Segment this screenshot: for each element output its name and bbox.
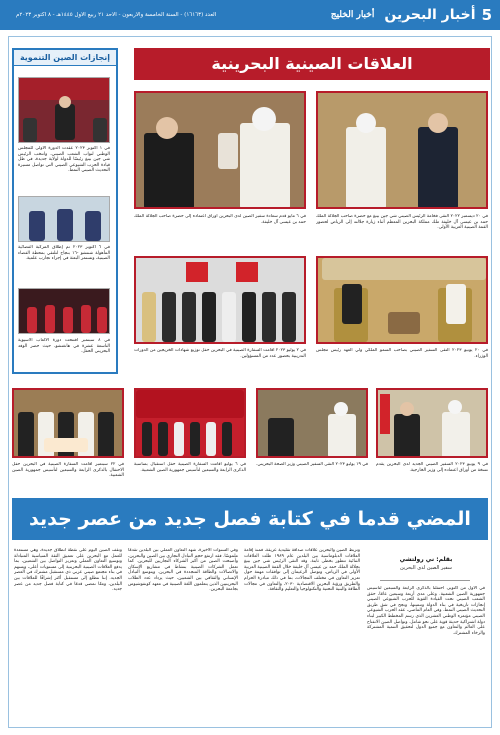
photo-xi-king-meeting — [316, 91, 488, 209]
photo-foreign-minister — [376, 388, 488, 458]
article-column-4: وتقف الصين اليوم على نقطة انطلاق جديدة، وهي مستعدة للعمل مع البحرين على تعميق الثقة السياسية المتبادلة وتوسيع التعاون العملي وتعزيز التواصل بين الشعبين، بما يدفع العلاقات الصينية البحرينية إلى مستويات أعلى، ويسهم في بناء مجتمع صيني عربي ذي مستقبل مشترك في العصر الجديد. إننا نتطلع إلى مستقبل أكثر إشراقًا للعلاقات بين البلدين، ومعًا نمضي قدمًا في كتابة فصل جديد من عصر جديد. — [14, 548, 122, 593]
sidebar-text-3: في ٨ سبتمبر افتتحت دورة الألعاب الآسيوية التاسعة عشرة في هانغتشو، حيث حضر الوفد البحريني الحفل. — [18, 338, 110, 355]
byline-author: بقلم: ني رولتشي — [399, 556, 453, 563]
sidebar-text-2: في ٦ أكتوبر ٢٠٢٣ تم إطلاق المركبة الفضائية المأهولة شنتشو -١٦ بنجاح لتلتقي بمحطة الفضاء الصينية، وتستمر البعثة في إجراء تجارب علمية. — [18, 245, 110, 262]
sidebar-text-1: في ١ أكتوبر ٢٠٢٣ عقدت الدورة الأولى للمجلس الوطني لنواب الشعب الصيني، وانتخب الرئيس شي جين بينغ رئيسًا للدولة لولاية جديدة، في ظل قيادة الحزب الشيوعي الصيني التي تواصل مسيرة التحديث الصيني النمط. — [18, 146, 110, 174]
section-name: أخبار البحرين — [384, 7, 476, 23]
caption-8: في ٢٢ سبتمبر أقامت السفارة الصينية في البحرين حفل الاحتفال بالذكرى الرابعة والسبعين لتأسيس جمهورية الصين الشعبية. — [12, 462, 124, 479]
article-headline-banner: المضي قدما في كتابة فصل جديد من عصر جديد — [12, 498, 488, 540]
photo-cake-ceremony — [12, 388, 124, 458]
photo-graduates-group — [134, 256, 306, 344]
article-byline — [367, 556, 485, 571]
caption-4: في ٢ يوليو ٢٠٢٣ أقامت السفارة الصينية في البحرين حفل توزيع شهادات الخريجين من الدورات التدريبية بحضور عدد من المسؤولين. — [134, 348, 306, 359]
article-column-3: وفي السنوات الأخيرة، شهد التعاون العملي بين البلدين تقدمًا ملموسًا. فقد ارتفع حجم التبادل التجاري بين الصين والبحرين، وأصبحت الصين من أكبر الشركاء التجاريين للبحرين. كما تعمل الشركات الصينية بنشاط في مشاريع الإسكان والاتصالات والطاقة المتجددة في البحرين. ويتوسع التبادل الإنساني والثقافي بين الشعبين، حيث يزداد عدد الطلاب البحرينيين الذين يتعلمون اللغة الصينية في معهد كونفوشيوس بجامعة البحرين. — [128, 548, 238, 593]
sidebar-photo-congress — [18, 77, 110, 143]
caption-7: في ٦ يوليو أقامت السفارة الصينية حفل استقبال بمناسبة الذكرى الرابعة والسبعين لتأسيس جمهورية الصين الشعبية. — [134, 462, 246, 473]
photo-credentials-king — [134, 91, 306, 209]
photo-crown-prince-meeting — [316, 256, 488, 344]
sidebar-title: إنجازات الصين التنموية — [14, 50, 116, 66]
masthead-logo: أخبار الخليج — [330, 10, 375, 20]
photo-reception-stage — [134, 388, 246, 458]
caption-1: في ٢٠ ديسمبر ٢٠٢٢ التقى فخامة الرئيس الصيني شي جين بينغ مع حضرة صاحب الجلالة الملك حمد بن عيسى آل خليفة ملك مملكة البحرين المعظم أثناء زيارة جلالته إلى الرياض لحضور القمة الصينية العربية الأولى. — [316, 214, 488, 231]
header-right — [384, 6, 492, 24]
caption-6: في ١٩ يوليو ٢٠٢٣ التقى السفير الصيني وزير الصحة البحريني. — [256, 462, 368, 467]
caption-2: في ٦ مايو قدم سعادة سفير الصين لدى البحرين أوراق اعتماده إلى حضرة صاحب الجلالة الملك حمد بن عيسى آل خليفة. — [134, 214, 306, 225]
caption-5: في ٩ يونيو ٢٠٢٣ السفير الصيني الجديد لدى البحرين يقدم نسخة من أوراق اعتماده إلى وزير الخارجية. — [376, 462, 488, 473]
photo-health-minister — [256, 388, 368, 458]
sidebar-photo-games — [18, 288, 110, 334]
page-number: 5 — [481, 6, 492, 24]
article-column-1: في الأول من أكتوبر، احتفلنا بالذكرى الرابعة والسبعين لتأسيس جمهورية الصين الشعبية. وعلى مدى أربعة وسبعين عامًا، حقق الشعب الصيني تحت القيادة القوية للحزب الشيوعي الصيني إنجازات تاريخية في بناء الدولة وتنميتها، ونجح في شق طريق التحديث الصيني النمط. وفي العام الماضي، عقد الحزب الشيوعي الصيني مؤتمره الوطني العشرين الذي رسم المخطط الكبير لبناء دولة اشتراكية حديثة قوية على نحو شامل. وتواصل الصين الانفتاح على العالم والتعاون مع جميع الدول لتحقيق التنمية المشتركة والرخاء المشترك. — [367, 586, 485, 636]
main-section-title: العلاقات الصينية البحرينية — [134, 48, 490, 80]
caption-3: في ٢٠ يونيو ٢٠٢٣ التقى السفير الصيني بصاحب السمو الملكي ولي العهد رئيس مجلس الوزراء. — [316, 348, 488, 359]
article-column-2: وتربط الصين والبحرين علاقات صداقة تقليدية عريقة، فمنذ إقامة العلاقات الدبلوماسية بين البلدين عام ١٩٨٩ ظلت العلاقات الثنائية تتطور بخطى ثابتة. وقد التقى الرئيس شي جين بينغ بجلالة الملك حمد بن عيسى آل خليفة خلال القمة الصينية العربية الأولى في الرياض، وتوصل الزعيمان إلى توافقات مهمة حول تعزيز التعاون في مختلف المجالات، بما في ذلك مبادرة الحزام والطريق ورؤية البحرين الاقتصادية ٢٠٣٠، والتعاون في مجالات الطاقة والبنية التحتية والتكنولوجيا والتعليم والثقافة. — [244, 548, 360, 593]
byline-role: سفير الصين لدى البحرين — [400, 565, 452, 571]
byline-divider — [380, 580, 470, 581]
page-header — [0, 0, 500, 30]
sidebar-photo-astronauts — [18, 196, 110, 242]
issue-date-line: العدد (١٦١٦٣) - السنة الخامسة والأربعون - الأحد ٢١ ربيع الأول ١٤٤٥هـ - ٨ أكتوبر ٢٠٢٣م — [16, 12, 217, 18]
